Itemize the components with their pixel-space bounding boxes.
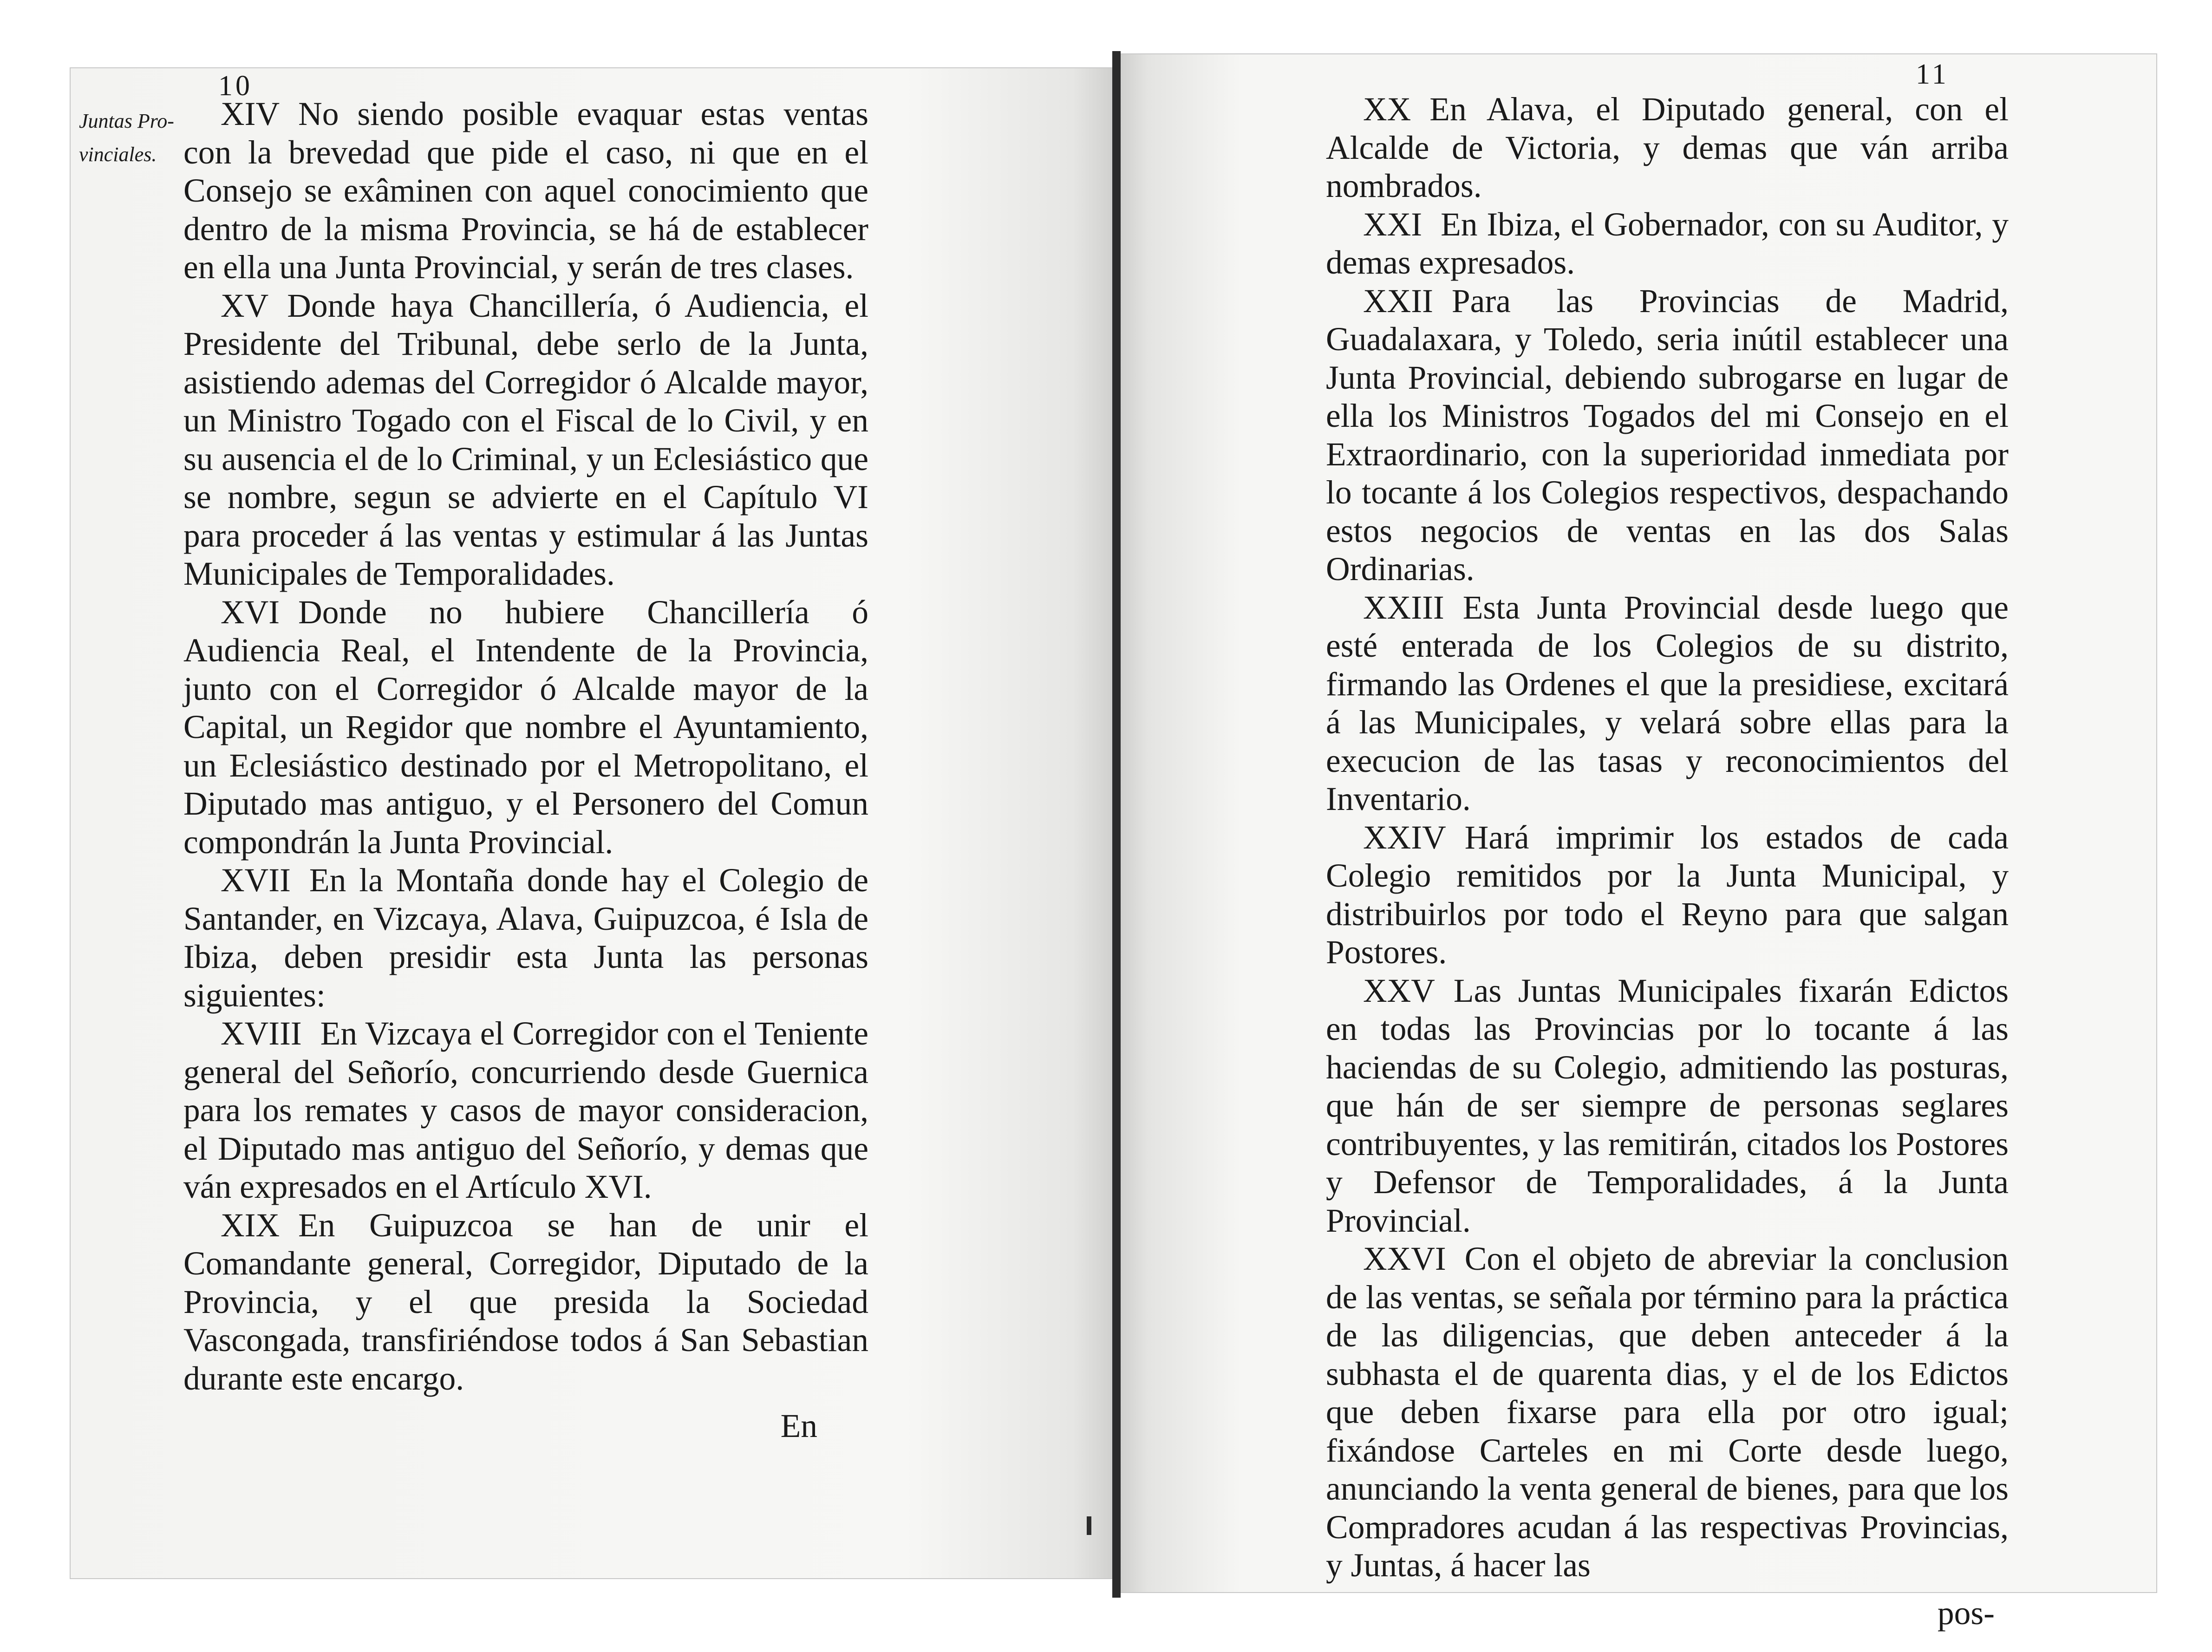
article-number: XIV: [221, 96, 280, 132]
left-page-number: 10: [218, 70, 253, 102]
article-xviii: [183, 1015, 868, 1207]
article-text: En Ibiza, el Gobernador, con su Auditor, y demas expresados.: [1326, 206, 2009, 281]
article-text: Las Juntas Municipales fixarán Edictos en todas las Provincias por lo tocante á las haciendas de su Colegio, admitiendo las posturas, que hán de ser siempre de personas seglares contribuyentes, y las remitirán, citados los Postores y Defensor de Temporalidades, á la Junta Provincial.: [1326, 972, 2009, 1239]
article-xv: [183, 287, 868, 594]
article-text: Hará imprimir los estados de cada Colegio remitidos por la Junta Municipal, y distribuirlos por todo el Reyno para que salgan Postores.: [1326, 819, 2009, 971]
article-number: XXIII: [1363, 589, 1444, 626]
article-text: Con el objeto de abreviar la conclusion de las ventas, se señala por término para la práctica de las diligencias, que deben anteceder á la subhasta el de quarenta dias, y el de los Edictos que deben fixarse para ella por otro igual; fixándose Carteles en mi Corte desde luego, anunciando la venta general de bienes, para que los Compradores acudan á las respectivas Provincias, y Juntas, á hacer las: [1326, 1241, 2009, 1584]
article-number: XXVI: [1363, 1241, 1446, 1277]
article-xxvi: [1326, 1240, 2009, 1585]
catchword: En: [780, 1408, 817, 1444]
article-number: XVIII: [221, 1015, 302, 1052]
article-text: En la Montaña donde hay el Colegio de Santander, en Vizcaya, Alava, Guipuzcoa, é Isla de Ibiza, deben presidir esta Junta las personas siguientes:: [183, 862, 868, 1014]
article-text: Para las Provincias de Madrid, Guadalaxara, y Toledo, seria inútil establecer una Junta Provincial, debiendo subrogarse en lugar de ella los Ministros Togados del mi Consejo en el Extraordinario, con la superioridad inmediata por lo tocante á los Colegios respectivos, despachando estos negocios de ventas en las dos Salas Ordinarias.: [1326, 282, 2009, 588]
article-number: XXIV: [1363, 819, 1446, 856]
book-gutter: [1112, 51, 1121, 1598]
article-xxiv: [1326, 819, 2009, 972]
article-text: Donde haya Chancillería, ó Audiencia, el Presidente del Tribunal, debe serlo de la Junta, asistiendo ademas del Corregidor ó Alcalde mayor, un Ministro Togado con el Fiscal de lo Civil, y en su ausencia el de lo Criminal, y un Eclesiástico que se nombre, segun se advierte en el Capítulo VI para proceder á las ventas y estimular á las Juntas Municipales de Temporalidades.: [183, 287, 868, 592]
left-text-column: [183, 95, 868, 1446]
article-xix: [183, 1207, 868, 1398]
article-xvi: [183, 594, 868, 862]
article-number: XXII: [1363, 282, 1433, 320]
article-number: XX: [1363, 91, 1411, 128]
article-text: En Guipuzcoa se han de unir el Comandante general, Corregidor, Diputado de la Provincia, y el que presida la Sociedad Vascongada, transfiriéndose todos á San Sebastian durante este encargo.: [183, 1207, 868, 1397]
article-text: En Alava, el Diputado general, con el Alcalde de Victoria, y demas que ván arriba nombrados.: [1326, 91, 2009, 204]
article-text: En Vizcaya el Corregidor con el Teniente general del Señorío, concurriendo desde Guernica para los remates y casos de mayor consideracion, el Diputado mas antiguo del Señorío, y demas que ván expresados en el Artículo XVI.: [183, 1015, 868, 1205]
right-text-column: [1326, 91, 2009, 1632]
side-note-line: Juntas Pro-: [79, 110, 174, 132]
right-page-number: 11: [1916, 59, 1949, 90]
article-text: Donde no hubiere Chancillería ó Audiencia Real, el Intendente de la Provincia, junto con el Corregidor ó Alcalde mayor de la Capital, un Regidor que nombre el Ayuntamiento, un Eclesiástico destinado por el Metropolitano, el Diputado mas antiguo, y el Personero del Comun compondrán la Junta Provincial.: [183, 594, 868, 861]
article-number: XXI: [1363, 206, 1422, 243]
article-xx: [1326, 91, 2009, 206]
article-number: XV: [221, 287, 269, 324]
article-xiv: [183, 95, 868, 287]
article-xxii: [1326, 282, 2009, 589]
article-xxi: [1326, 206, 2009, 282]
side-note-line: vinciales.: [79, 143, 157, 166]
article-xxiii: [1326, 589, 2009, 819]
article-number: XVI: [221, 594, 280, 631]
article-xxv: [1326, 972, 2009, 1241]
side-note: [79, 104, 200, 171]
catchword: pos-: [1937, 1594, 1995, 1632]
article-text: Esta Junta Provincial desde luego que esté enterada de los Colegios de su distrito, firmando las Ordenes el que la presidiese, excitará á las Municipales, y velará sobre ellas para la execucion de las tasas y reconocimientos del Inventario.: [1326, 589, 2009, 817]
ink-mark: [1087, 1516, 1091, 1535]
article-xvii: [183, 862, 868, 1015]
article-number: XXV: [1363, 972, 1435, 1009]
article-number: XIX: [221, 1207, 280, 1244]
article-text: No siendo posible evaquar estas ventas con la brevedad que pide el caso, ni que en el Consejo se exâminen con aquel conocimiento que dentro de la misma Provincia, se há de establecer en ella una Junta Provincial, y serán de tres clases.: [183, 96, 868, 286]
article-number: XVII: [221, 862, 291, 899]
